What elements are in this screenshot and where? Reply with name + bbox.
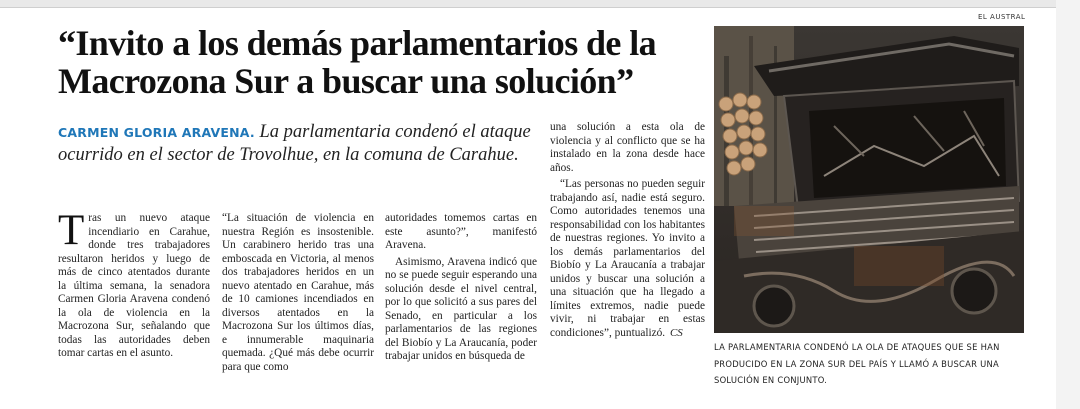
end-mark: CS	[669, 326, 683, 339]
publication-name: EL AUSTRAL	[978, 13, 1026, 21]
byline: CARMEN GLORIA ARAVENA.	[58, 125, 255, 140]
body-paragraph	[550, 178, 705, 340]
body-paragraph: Asimismo, Aravena indicó que no se puede seguir esperando una solución desde el nivel central, por lo que solicitó a sus pares del Senado, en particular a los parlamentarios de las regiones del Biobío y La Araucanía, poder trabajar unidos en búsqueda de	[385, 255, 537, 362]
body-paragraph: ras un nuevo ataque incendiario en Carahue, donde tres trabajadores resultaron heridos y luego de más de cinco atentados durante la última semana, la senadora Carmen Gloria Aravena condenó la ola de violencia en la Macrozona Sur, señalando que todas las autoridades deben tomar cartas en el asunto.	[58, 212, 210, 359]
quote-text: “Las personas no pueden seguir trabajando así, nadie está seguro. Como autoridades tenemos una responsabilidad con los habitantes de nuestras regiones. Yo invito a los demás parlamentarios del Biobío y La Araucanía a trabajar unidos y buscar una solución a una situación que ha llegado a límites extremos, nadie puede vivir, ni trabajar en estas condiciones”, puntualizó.	[550, 178, 705, 339]
body-column-4	[550, 121, 705, 343]
drop-cap: T	[58, 207, 85, 254]
burned-truck-image	[714, 26, 1024, 333]
body-paragraph: una solución a esta ola de violencia y al conflicto que se ha instalado en la zona desde hace años.	[550, 121, 705, 174]
page-right-margin	[1056, 0, 1080, 409]
page-top-edge	[0, 0, 1080, 8]
photo-caption: LA PARLAMENTARIA CONDENÓ LA OLA DE ATAQUES QUE SE HAN PRODUCIDO EN LA ZONA SUR DEL PAÍS Y LLAMÓ A BUSCAR UNA SOLUCIÓN EN CONJUNTO.	[714, 342, 1000, 385]
headline: “Invito a los demás parlamentarios de la Macrozona Sur a buscar una solución”	[58, 23, 657, 101]
lede	[58, 121, 538, 167]
lede-text: La parlamentaria condenó el ataque ocurrido en el sector de Trovolhue, en la comuna de Carahue.	[58, 122, 531, 165]
body-column-1	[58, 207, 210, 364]
body-column-3	[385, 212, 537, 367]
burned-truck-photo	[714, 26, 1024, 333]
body-paragraph: “La situación de violencia en nuestra Región es insostenible. Un carabinero herido tras una emboscada en Victoria, al menos dos trabajadores heridos en un nuevo atentado en Carahue, más de 10 camiones incendiados en diversos atentados en la Macrozona Sur los últimos días, e innumerable maquinaria quemada. ¿Qué más debe ocurrir para que como	[222, 212, 374, 373]
body-paragraph: autoridades tomemos cartas en este asunto?”, manifestó Aravena.	[385, 212, 537, 251]
body-column-2	[222, 212, 374, 377]
